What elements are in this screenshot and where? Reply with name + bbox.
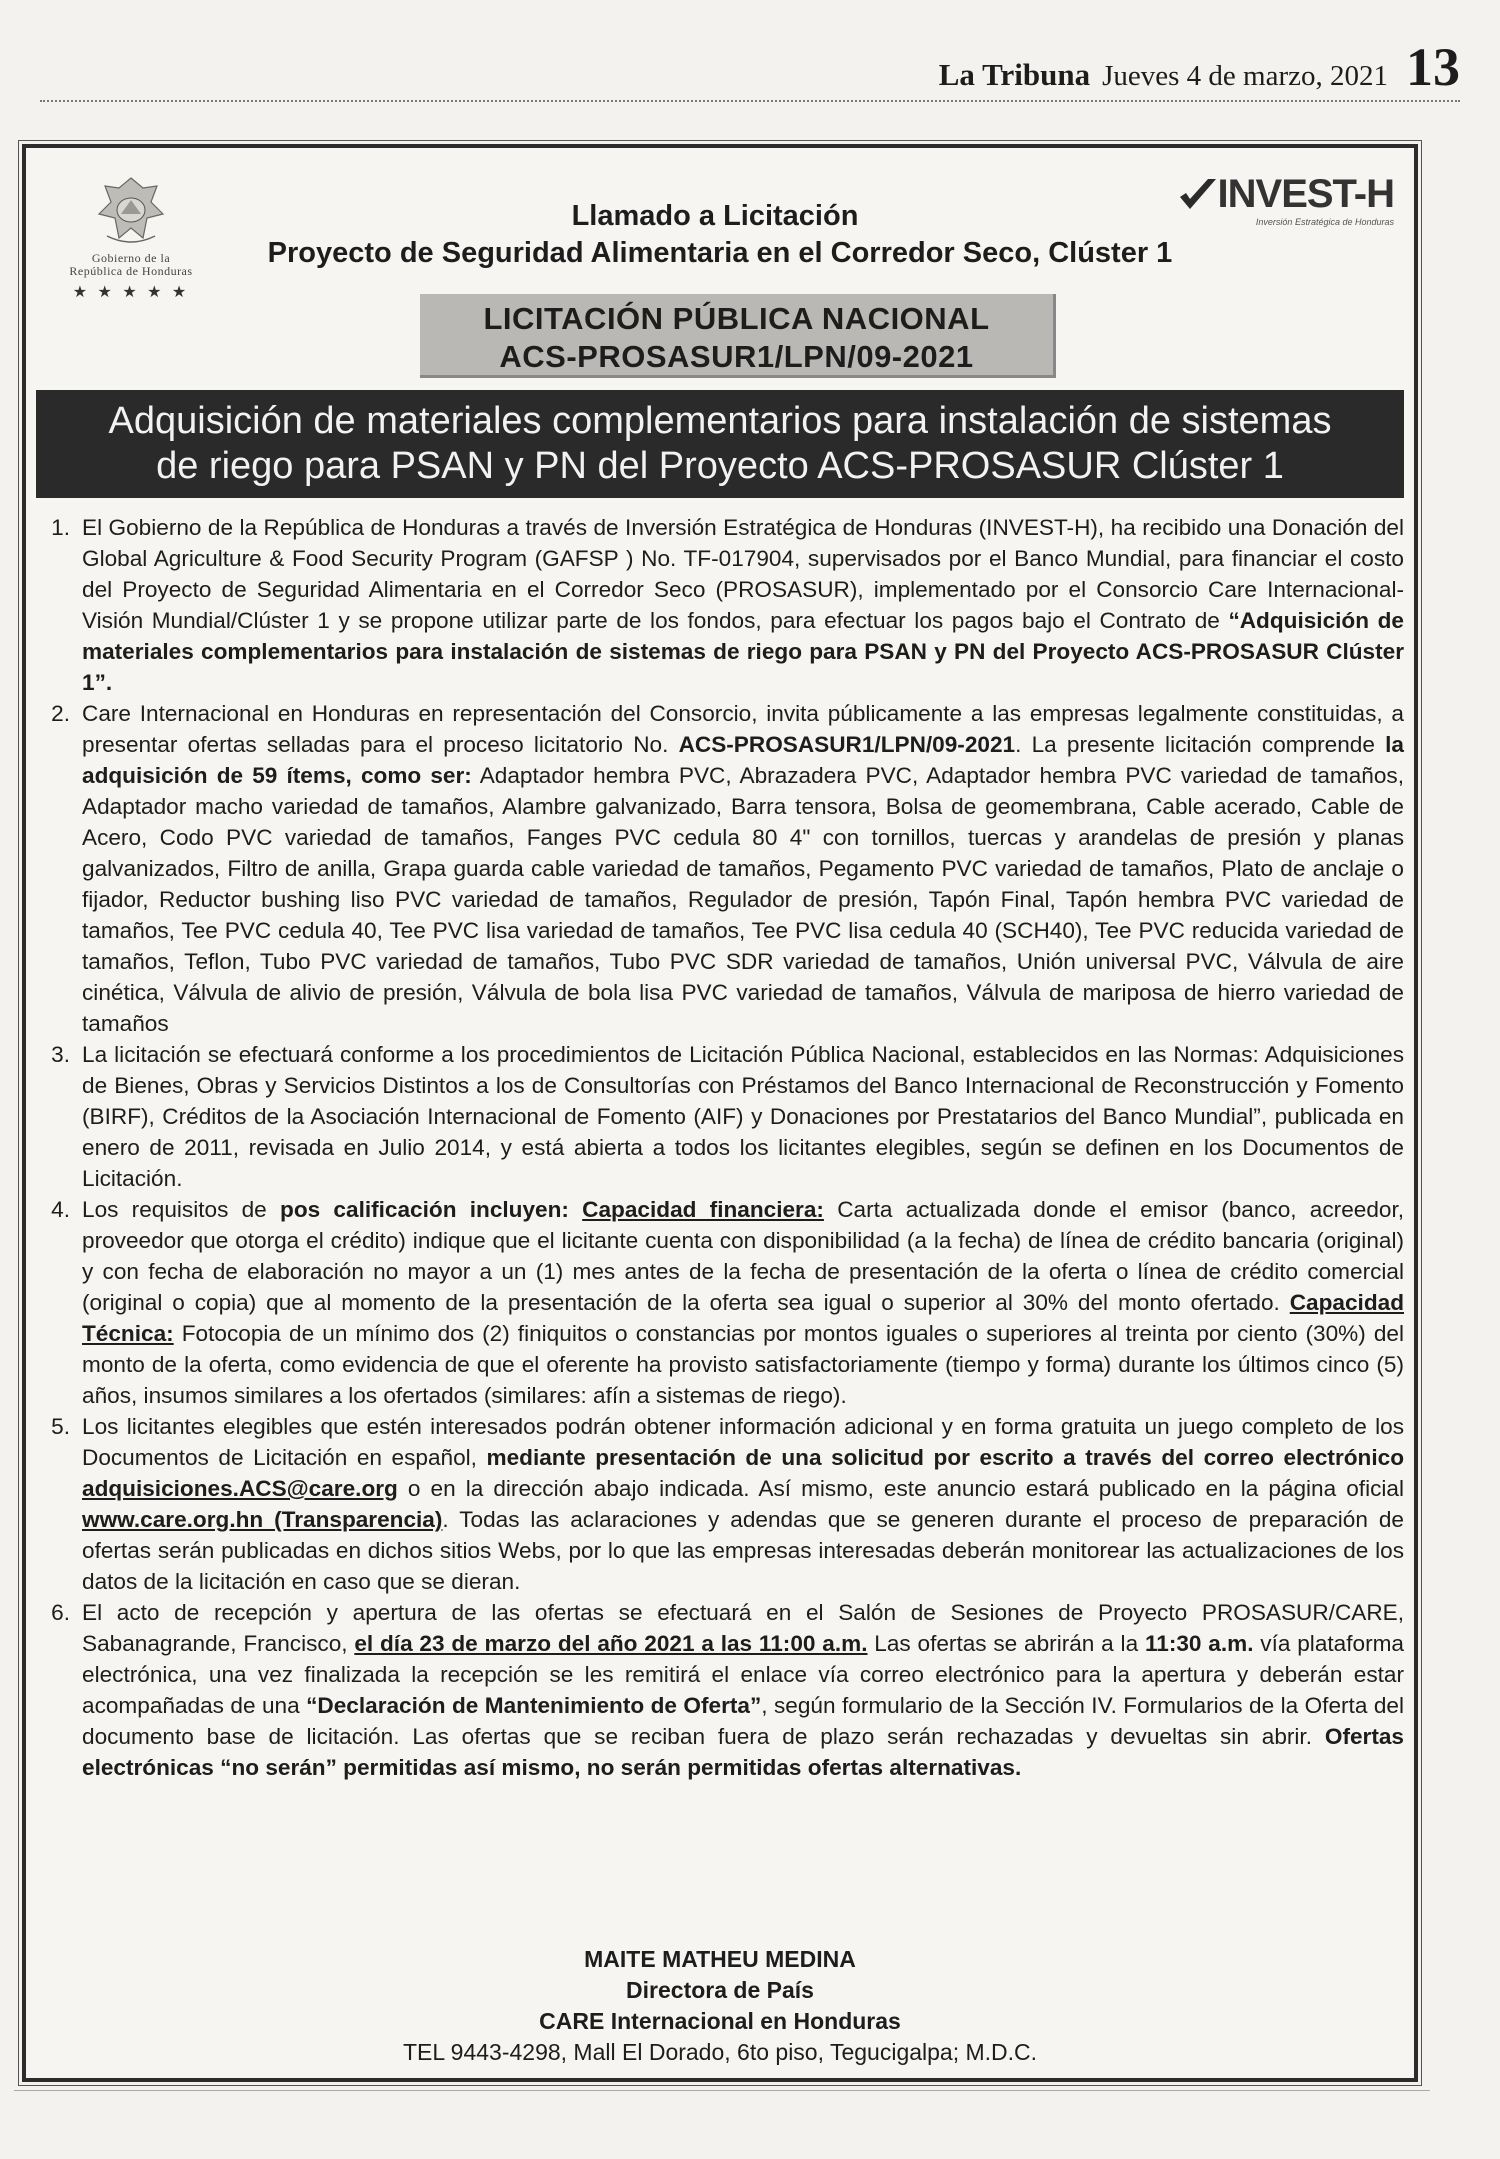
tender-code-box [420,294,1056,378]
item-number: 3. [51,1042,70,1067]
financial-capacity-label: Capacidad financiera: [582,1197,824,1222]
item-number: 1. [51,515,70,540]
item-number: 6. [51,1600,70,1625]
logo-tagline: Inversión Estratégica de Honduras [1255,217,1394,227]
materials-list: Adaptador hembra PVC, Abrazadera PVC, Adaptador hembra PVC variedad de tamaños, Adaptador macho variedad de tamaños, Alambre galvanizado, Barra tensora, Bolsa de geomembrana, Cable acerado, Cable de Acero, Codo PVC variedad de tamaños, Fanges PVC cedula 80 4" con tornillos, tuercas y arandelas de presión y planas galvanizados, Filtro de anilla, Grapa guarda cable variedad de tamaños, Pegamento PVC variedad de tamaños, Plato de anclaje o fijador, Reductor bushing liso PVC variedad de tamaños, Regulador de presión, Tapón Final, Tapón hembra PVC variedad de tamaños, Tee PVC cedula 40, Tee PVC lisa variedad de tamaños, Tee PVC lisa cedula 40 (SCH40), Tee PVC reducida variedad de tamaños, Teflon, Tubo PVC variedad de tamaños, Tubo PVC SDR variedad de tamaños, Unión universal PVC, Válvula de aire cinética, Válvula de alivio de presión, Válvula de bola lisa PVC variedad de tamaños, Válvula de mariposa de hierro variedad de tamaños [82,763,1404,1036]
item-number: 4. [51,1197,70,1222]
item-text: Carta actualizada donde el emisor (banco, acreedor, proveedor que otorga el crédito) indique que el licitante cuenta con disponibilidad (a la fecha) de línea de crédito bancaria (original) y con fecha de elaboración no mayor a un (1) mes antes de la fecha de presentación de la oferta o línea de crédito comercial (original o copia) que al momento de la presentación de la oferta sea igual o superior al 30% del monto ofertado. [82,1197,1405,1315]
electronic-offers-note: Ofertas electrónicas “no serán” permitidas así mismo, no serán permitidas ofertas alternativas. [82,1724,1404,1780]
tender-type: LICITACIÓN PÚBLICA NACIONAL [483,301,990,336]
list-item [36,1411,1404,1597]
call-title: Llamado a Licitación [571,200,859,232]
ad-header [26,200,1414,270]
item-text: Los requisitos de [82,1197,281,1222]
opening-time: 11:30 a.m. [1144,1631,1254,1656]
item-text: vía plataforma electrónica, una vez finalizada la recepción se les remitirá el enlace vía correo electrónico para la apertura y deberán estar acompañadas de una [82,1631,1404,1718]
tender-code-inline: ACS-PROSASUR1/LPN/09-2021 [678,732,1016,757]
item-text: El acto de recepción y apertura de las ofertas se efectuará en el Salón de Sesiones de Proyecto PROSASUR/CARE, Sabanagrande, Francisco, [82,1600,1404,1656]
signature-block [26,1944,1414,2068]
tender-code: ACS-PROSASUR1/LPN/09-2021 [499,339,974,374]
item-number: 5. [51,1414,70,1439]
email-link[interactable]: adquisiciones.ACS@care.org [82,1476,398,1501]
issue-date: Jueves 4 de marzo, 2021 [1102,60,1388,92]
subject-line2: de riego para PSAN y PN del Proyecto ACS-PROSASUR Clúster 1 [156,445,1284,487]
signatory-organization: CARE Internacional en Honduras [539,2008,901,2034]
list-item [36,1597,1404,1783]
opening-date: el día 23 de marzo del año 2021 a las 11:00 a.m. [354,1631,868,1656]
signatory-role: Directora de País [626,1977,814,2003]
seal-stars: ★ ★ ★ ★ ★ [72,284,190,301]
logo-wordmark: INVEST-H [1217,172,1394,216]
contract-name: “Adquisición de materiales complementarios para instalación de sistemas de riego para PSAN y PN del Proyecto ACS-PROSASUR Clúster 1”. [82,608,1404,695]
item-text: . La presente licitación comprende [1015,732,1386,757]
tender-advertisement [22,144,1418,2082]
signatory-name: MAITE MATHEU MEDINA [584,1946,856,1972]
request-instructions: mediante presentación de una solicitud por escrito a través del correo electrónico [486,1445,1404,1470]
newspaper-masthead [40,37,1460,102]
list-item [36,1039,1404,1194]
project-title: Proyecto de Seguridad Alimentaria en el Corredor Seco, Clúster 1 [267,237,1173,269]
item-text: El Gobierno de la República de Honduras a través de Inversión Estratégica de Honduras (INVEST-H), ha recibido una Donación del Global Agriculture & Food Security Program (GAFSP ) No. TF-017904, supervisados por el Banco Mundial, para financiar el costo del Proyecto de Seguridad Alimentaria en el Corredor Seco (PROSASUR), implementado por el Consorcio Care Internacional-Visión Mundial/Clúster 1 y se propone utilizar parte de los fondos, para efectuar los pagos bajo el Contrato de [82,515,1404,633]
newspaper-name: La Tribuna [938,57,1091,92]
declaration-name: “Declaración de Mantenimiento de Oferta” [306,1693,762,1718]
list-item [36,1194,1404,1411]
item-text: Las ofertas se abrirán a la [867,1631,1145,1656]
item-number: 2. [51,701,70,726]
list-item [36,698,1404,1039]
page-number: 13 [1406,37,1460,97]
contact-details: TEL 9443-4298, Mall El Dorado, 6to piso, Tegucigalpa; M.D.C. [402,2039,1038,2065]
item-text: o en la dirección abajo indicada. Así mismo, este anuncio estará publicado en la página oficial [397,1476,1404,1501]
seal-caption-line2: República de Honduras [69,264,193,278]
item-text: , según formulario de la Sección IV. Formularios de la Oferta del documento base de licitación. Las ofertas que se reciban fuera de plazo serán rechazadas y devueltas sin abrir. [82,1693,1404,1749]
list-item [36,512,1404,698]
qualification-heading: pos calificación incluyen: [280,1197,569,1222]
item-text: Care Internacional en Honduras en representación del Consorcio, invita públicamente a las empresas legalmente constituidas, a presentar ofertas selladas para el proceso licitatorio No. [82,701,1404,757]
item-count: la adquisición de 59 ítems, como ser: [82,732,1404,788]
technical-capacity-label: Capacidad Técnica: [82,1290,1404,1346]
website-link[interactable]: www.care.org.hn (Transparencia) [82,1507,443,1532]
item-text: Fotocopia de un mínimo dos (2) finiquitos o constancias por montos iguales o superiores al treinta por ciento (30%) del monto de la oferta, como evidencia de que el oferente ha provisto satisfactoriamente (tiempo y forma) durante los últimos cinco (5) años, insumos similares a los ofertados (similares: afín a sistemas de riego). [82,1321,1404,1408]
tender-subject-banner [36,390,1404,498]
subject-line1: Adquisición de materiales complementarios para instalación de sistemas [108,400,1332,442]
item-text: Los licitantes elegibles que estén interesados podrán obtener información adicional y en forma gratuita un juego completo de los Documentos de Licitación en español, [82,1414,1404,1470]
item-text: . Todas las aclaraciones y adendas que se generen durante el proceso de preparación de ofertas serán publicadas en dichos sitios Webs, por lo que las empresas interesadas deberán monitorear las actualizaciones de los datos de la licitación en caso que se dieran. [82,1507,1404,1594]
seal-caption-line1: Gobierno de la [91,251,171,265]
page-bottom-rule [14,2090,1430,2091]
item-text: La licitación se efectuará conforme a los procedimientos de Licitación Pública Nacional, establecidos en las Normas: Adquisiciones de Bienes, Obras y Servicios Distintos a los de Consultorías con Préstamos del Banco Internacional de Reconstrucción y Fomento (BIRF), Créditos de la Asociación Internacional de Fomento (AIF) y Donaciones por Prestatarios del Banco Mundial”, publicada en enero de 2011, revisada en Julio 2014, y está abierta a todos los licitantes elegibles, según se definen en los Documentos de Licitación. [82,1042,1404,1191]
tender-body [36,512,1404,1783]
